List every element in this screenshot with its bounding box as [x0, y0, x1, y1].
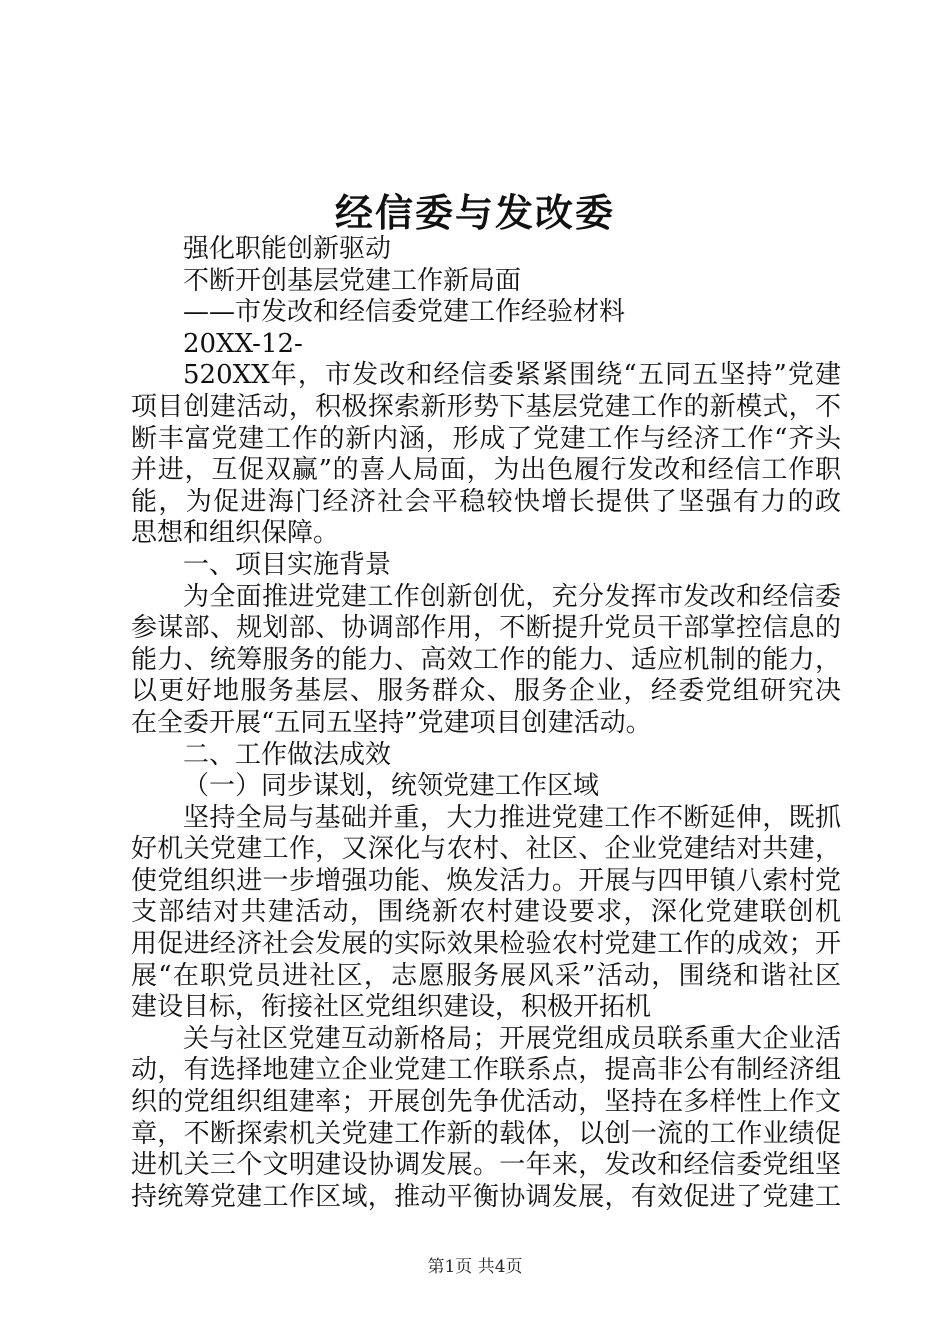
text-line: 以更好地服务基层、服务群众、服务企业，经委党组研究决 — [131, 676, 841, 707]
text-line: 章，不断探索机关党建工作新的载体，以创一流的工作业绩促 — [131, 1118, 841, 1149]
text-line: 用促进经济社会发展的实际效果检验农村党建工作的成效；开 — [131, 929, 841, 960]
text-line: 项目创建活动，积极探索新形势下基层党建工作的新模式，不 — [131, 391, 841, 422]
text-line: 坚持全局与基础并重，大力推进党建工作不断延伸，既抓 — [183, 802, 841, 833]
text-line: 能力、统筹服务的能力、高效工作的能力、适应机制的能力， — [131, 644, 841, 675]
document-title: 经信委与发改委 — [334, 190, 615, 235]
text-line: 不断开创基层党建工作新局面 — [183, 265, 522, 296]
text-line: 使党组织进一步增强功能、焕发活力。开展与四甲镇八索村党 — [131, 865, 841, 896]
text-line: 520XX年，市发改和经信委紧紧围绕“五同五坚持”党建 — [183, 360, 841, 391]
text-line: 二、工作做法成效 — [183, 739, 392, 770]
text-line: 持统筹党建工作区域，推动平衡协调发展，有效促进了党建工 — [131, 1181, 841, 1212]
text-line: 支部结对共建活动，围绕新农村建设要求，深化党建联创机 — [131, 897, 841, 928]
text-line: （一）同步谋划，统领党建工作区域 — [183, 771, 600, 802]
text-line: 织的党组织组建率；开展创先争优活动，坚持在多样性上作文 — [131, 1087, 841, 1118]
text-line: 思想和组织保障。 — [131, 518, 340, 549]
text-line: 20XX-12- — [183, 328, 303, 359]
text-line: 一、项目实施背景 — [183, 549, 392, 580]
text-line: 强化职能创新驱动 — [183, 234, 392, 264]
text-line: 关与社区党建互动新格局；开展党组成员联系重大企业活 — [183, 1023, 841, 1054]
text-line: 为全面推进党建工作创新创优，充分发挥市发改和经信委 — [183, 581, 841, 612]
text-line: 参谋部、规划部、协调部作用，不断提升党员干部掌控信息的 — [131, 613, 841, 644]
page-footer: 第1页 共4页 — [427, 1257, 523, 1277]
text-line: 建设目标，衔接社区党组织建设，积极开拓机 — [131, 992, 652, 1023]
document-body — [131, 234, 841, 1213]
text-line: 展“在职党员进社区，志愿服务展风采”活动，围绕和谐社区 — [131, 960, 841, 991]
text-line: 进机关三个文明建设协调发展。一年来，发改和经信委党组坚 — [131, 1150, 841, 1181]
text-line: 能，为促进海门经济社会平稳较快增长提供了坚强有力的政 — [131, 486, 841, 517]
text-line: ——市发改和经信委党建工作经验材料 — [183, 297, 626, 328]
text-line: 断丰富党建工作的新内涵，形成了党建工作与经济工作“齐头 — [131, 423, 841, 454]
text-line: 动，有选择地建立企业党建工作联系点，提高非公有制经济组 — [131, 1055, 841, 1086]
text-line: 在全委开展“五同五坚持”党建项目创建活动。 — [131, 707, 652, 738]
text-line: 并进，互促双赢”的喜人局面，为出色履行发改和经信工作职 — [131, 455, 841, 486]
text-line: 好机关党建工作，又深化与农村、社区、企业党建结对共建， — [131, 834, 841, 865]
